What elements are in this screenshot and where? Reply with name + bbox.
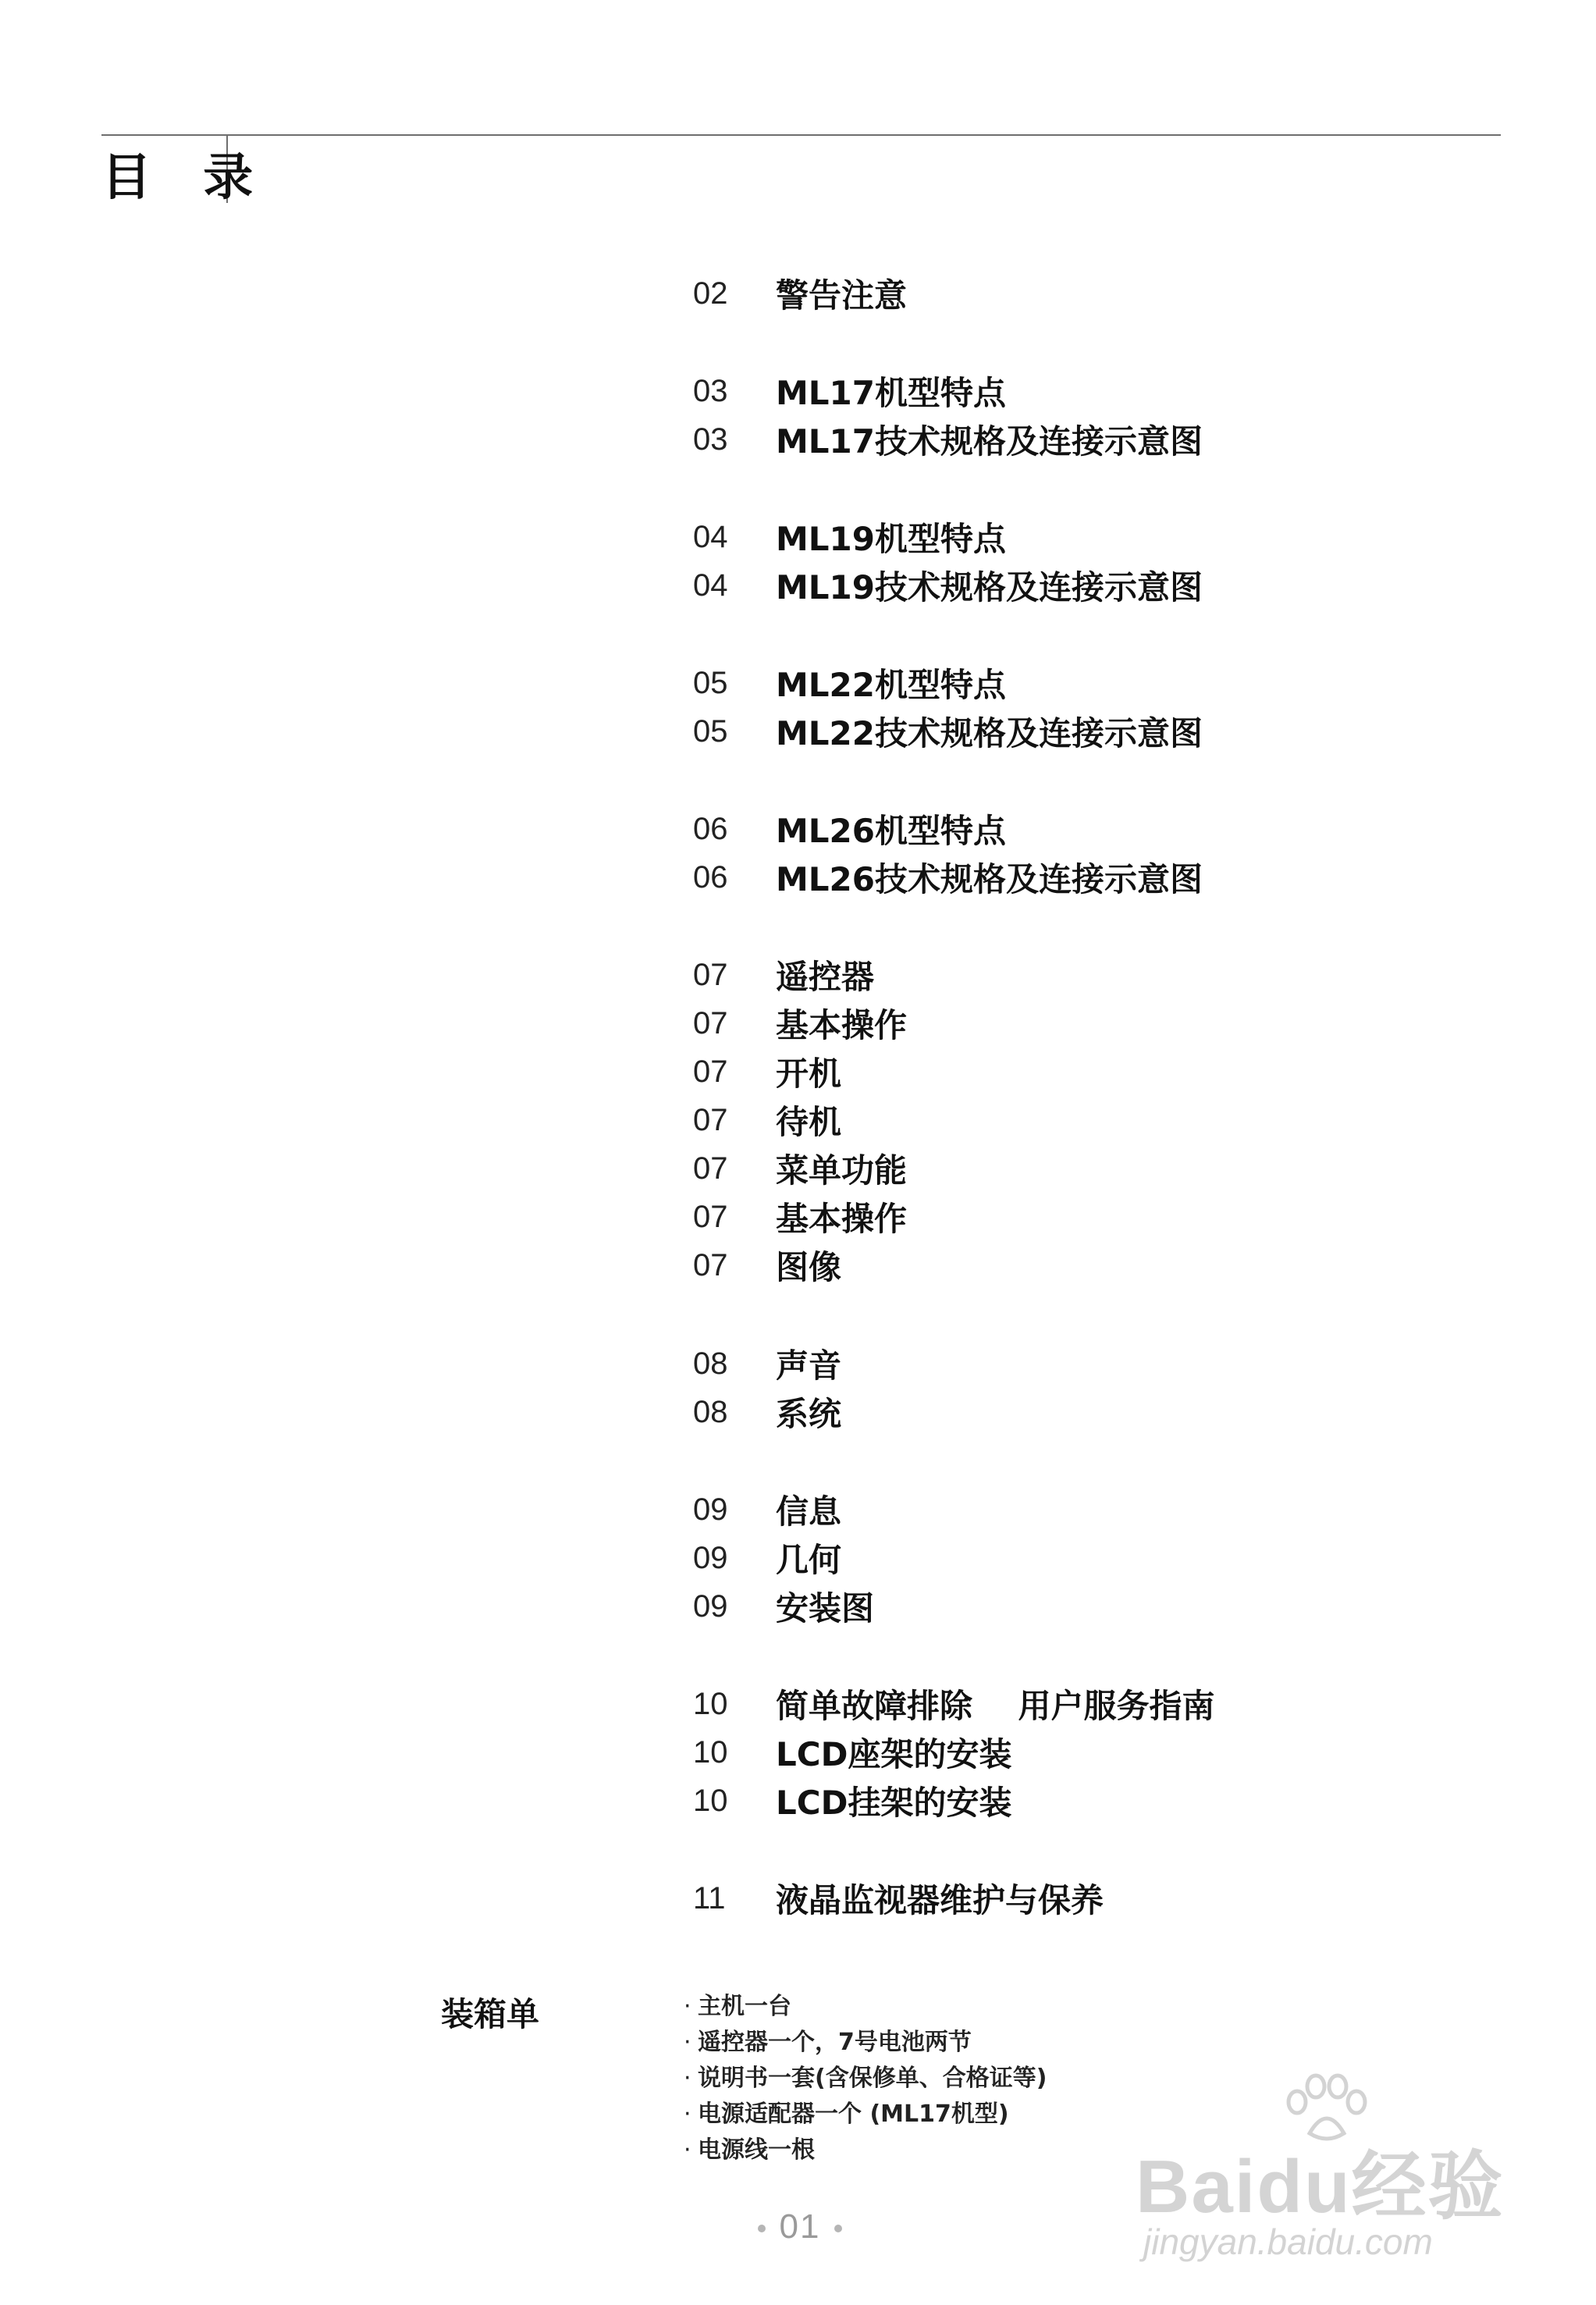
toc-entry[interactable] <box>693 561 1203 610</box>
toc-entry-title: 液晶监视器维护与保养 <box>776 1881 1104 1919</box>
packing-list-item <box>684 2025 1047 2061</box>
toc-page-number: 06 <box>693 859 728 895</box>
bullet-icon: · <box>684 2100 691 2128</box>
toc-page-number: 04 <box>693 567 728 603</box>
page-number-text: 01 <box>779 2207 821 2246</box>
toc-page-number: 09 <box>693 1588 728 1624</box>
packing-item-text: 电源线一根 <box>698 2136 815 2164</box>
toc-page-number: 02 <box>693 276 728 311</box>
page-title: 目 录 <box>101 149 271 207</box>
toc-entry[interactable] <box>693 659 1006 707</box>
toc-page-number: 07 <box>693 1151 728 1186</box>
toc-entry[interactable] <box>693 1144 907 1193</box>
toc-entry[interactable] <box>693 805 1006 853</box>
toc-entry-title: ML17机型特点 <box>776 374 1007 412</box>
toc-entry[interactable] <box>693 367 1006 415</box>
toc-entry-title: 系统 <box>776 1395 842 1433</box>
toc-entry[interactable] <box>693 1874 1104 1923</box>
bullet-icon: · <box>684 1993 691 2020</box>
toc-entry[interactable] <box>693 1388 841 1436</box>
toc-entry-title: 简单故障排除 用户服务指南 <box>776 1687 1215 1725</box>
packing-list-item <box>684 1989 1047 2025</box>
toc-entry[interactable] <box>693 1534 841 1582</box>
toc-entry[interactable] <box>693 269 907 318</box>
packing-list <box>684 1989 1047 2168</box>
toc-page-number: 09 <box>693 1492 728 1527</box>
packing-list-item <box>684 2132 1047 2168</box>
toc-page-number: 10 <box>693 1686 728 1721</box>
page-number <box>734 2207 866 2246</box>
toc-entry[interactable] <box>693 1582 874 1631</box>
toc-entry-title: 基本操作 <box>776 1200 908 1238</box>
toc-entry-title: LCD座架的安装 <box>776 1735 1012 1773</box>
toc-entry[interactable] <box>693 707 1203 756</box>
packing-item-text: 电源适配器一个 (ML17机型) <box>698 2100 1009 2128</box>
toc-entry-title: 图像 <box>776 1248 842 1286</box>
toc-entry-title: 待机 <box>776 1103 842 1141</box>
toc-entry-title: ML22技术规格及连接示意图 <box>776 714 1203 752</box>
toc-entry-title: 遥控器 <box>776 958 875 996</box>
toc-entry-title: LCD挂架的安装 <box>776 1784 1012 1822</box>
packing-list-heading: 装箱单 <box>441 1995 540 2033</box>
watermark-brand: Baidu经验 <box>1136 2145 1505 2229</box>
toc-page-number: 10 <box>693 1783 728 1818</box>
toc-page-number: 08 <box>693 1394 728 1429</box>
toc-entry-title: 基本操作 <box>776 1006 908 1044</box>
toc-entry-title: 声音 <box>776 1346 842 1385</box>
toc-entry[interactable] <box>693 1048 841 1096</box>
toc-entry[interactable] <box>693 951 874 999</box>
toc-entry[interactable] <box>693 1339 841 1388</box>
toc-entry[interactable] <box>693 1680 1215 1728</box>
packing-item-text: 主机一台 <box>698 1993 791 2020</box>
toc-entry[interactable] <box>693 1728 1011 1777</box>
toc-page-number: 07 <box>693 1199 728 1234</box>
watermark-url: jingyan.baidu.com <box>1143 2221 1433 2262</box>
toc-entry-title: 菜单功能 <box>776 1151 908 1190</box>
toc-page-number: 07 <box>693 1102 728 1137</box>
toc-entry-title: 信息 <box>776 1492 842 1531</box>
toc-entry[interactable] <box>693 853 1203 902</box>
toc-page-number: 10 <box>693 1734 728 1770</box>
toc-page-number: 07 <box>693 1247 728 1282</box>
toc-page-number: 03 <box>693 373 728 408</box>
toc-entry[interactable] <box>693 1193 907 1241</box>
toc-page-number: 11 <box>693 1880 726 1915</box>
toc-entry-title: ML26技术规格及连接示意图 <box>776 860 1203 898</box>
toc-entry-title: ML17技术规格及连接示意图 <box>776 422 1203 461</box>
toc-page-number: 05 <box>693 713 728 749</box>
toc-page-number: 09 <box>693 1540 728 1575</box>
packing-list-item <box>684 2097 1047 2132</box>
toc-entry-title: 开机 <box>776 1055 842 1093</box>
toc-entry-title: 警告注意 <box>776 276 908 315</box>
bullet-icon: · <box>684 2065 691 2092</box>
toc-page-number: 05 <box>693 665 728 700</box>
toc-entry-title: 安装图 <box>776 1589 875 1627</box>
toc-entry-title: ML19技术规格及连接示意图 <box>776 568 1203 606</box>
toc-entry[interactable] <box>693 999 907 1048</box>
toc-entry[interactable] <box>693 513 1006 561</box>
toc-entry[interactable] <box>693 1777 1011 1825</box>
toc-entry[interactable] <box>693 415 1203 464</box>
toc-entry[interactable] <box>693 1485 841 1534</box>
toc-entry-title: 几何 <box>776 1541 842 1579</box>
toc-entry[interactable] <box>693 1096 841 1144</box>
bullet-icon: · <box>684 2029 691 2056</box>
toc-entry[interactable] <box>693 1241 841 1289</box>
toc-page-number: 07 <box>693 1054 728 1089</box>
packing-item-text: 遥控器一个，7号电池两节 <box>698 2029 972 2056</box>
toc-entry-title: ML26机型特点 <box>776 812 1007 850</box>
toc-page-number: 03 <box>693 422 728 457</box>
packing-list-item <box>684 2061 1047 2097</box>
toc-page-number: 07 <box>693 957 728 992</box>
toc-page-number: 06 <box>693 811 728 846</box>
toc-page-number: 04 <box>693 519 728 554</box>
toc-entry-title: ML22机型特点 <box>776 666 1007 704</box>
toc-entry-title: ML19机型特点 <box>776 520 1007 558</box>
packing-item-text: 说明书一套(含保修单、合格证等) <box>698 2065 1047 2092</box>
dot-icon <box>758 2225 766 2232</box>
header-rule <box>101 134 1501 136</box>
bullet-icon: · <box>684 2136 691 2164</box>
toc-page-number: 07 <box>693 1005 728 1040</box>
watermark <box>1136 2072 1510 2283</box>
dot-icon <box>834 2225 842 2232</box>
toc-page-number: 08 <box>693 1346 728 1381</box>
